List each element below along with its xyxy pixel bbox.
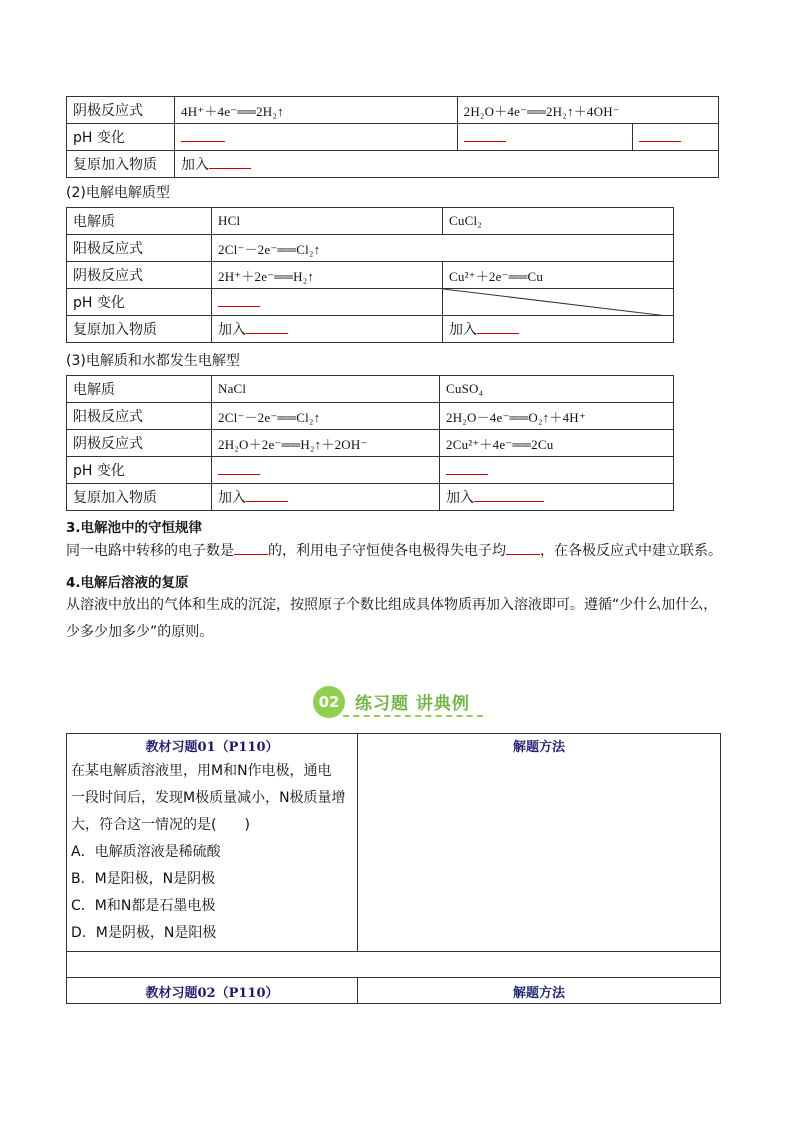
restore-cell	[440, 484, 674, 511]
method-title: 解题方法	[512, 740, 565, 755]
table-row	[67, 734, 721, 952]
text-part: ，在各极反应式中建立联系。	[540, 543, 722, 559]
restore-prefix: 加入	[181, 157, 209, 173]
caption-both-electrolysis: (3)电解质和水都发生电解型	[66, 353, 240, 369]
answer-blank[interactable]	[218, 462, 260, 475]
cell-electrolyte: CuCl₂	[443, 208, 674, 235]
diagonal-line	[443, 289, 674, 316]
cell-equation: 2H₂O－4e⁻══O₂↑＋4H⁺	[440, 403, 674, 430]
restore-cell	[212, 316, 443, 343]
spacer-row	[67, 952, 721, 978]
table-row	[67, 97, 719, 124]
table-row	[67, 208, 674, 235]
answer-blank[interactable]	[474, 489, 544, 502]
cell-equation: 2Cl⁻－2e⁻══Cl₂↑	[212, 403, 440, 430]
restore-prefix: 加入	[218, 490, 246, 506]
exercise-title: 教材习题02（P110）	[67, 978, 358, 1004]
answer-blank[interactable]	[218, 294, 260, 307]
paragraph-restore: 从溶液中放出的气体和生成的沉淀，按照原子个数比组成具体物质再加入溶液即可。遵循“少什么加什么，少多少加多少”的原则。	[66, 597, 718, 640]
question-line: 一段时间后，发现M极质量减小，N极质量增	[71, 790, 346, 806]
ph-cell[interactable]	[457, 124, 632, 151]
ph-cell[interactable]	[632, 124, 718, 151]
answer-blank[interactable]	[639, 129, 681, 142]
row-label: 阳极反应式	[67, 235, 212, 262]
restore-cell	[175, 151, 719, 178]
option-a[interactable]: A．电解质溶液是稀硫酸	[71, 844, 221, 860]
answer-blank[interactable]	[477, 321, 519, 334]
heading-conservation: 3.电解池中的守恒规律	[66, 520, 203, 536]
cell-equation: 4H⁺＋4e⁻══2H₂↑	[175, 97, 458, 124]
answer-blank[interactable]	[246, 321, 288, 334]
ph-cell[interactable]	[212, 289, 443, 316]
table-row	[67, 151, 719, 178]
table-row	[67, 978, 721, 1004]
row-label: pH 变化	[67, 289, 212, 316]
question-line: 在某电解质溶液里，用M和N作电极，通电	[71, 763, 332, 779]
answer-blank[interactable]	[446, 462, 488, 475]
text-part: 同一电路中转移的电子数是	[66, 543, 234, 559]
restore-prefix: 加入	[446, 490, 474, 506]
ph-cell[interactable]	[212, 457, 440, 484]
table-row	[67, 235, 674, 262]
row-label: 复原加入物质	[67, 316, 212, 343]
option-c[interactable]: C．M和N都是石墨电极	[71, 898, 216, 914]
row-label: 阴极反应式	[67, 430, 212, 457]
row-label: 阴极反应式	[67, 97, 175, 124]
cell-electrolyte: HCl	[212, 208, 443, 235]
row-label: 复原加入物质	[67, 151, 175, 178]
section-title	[313, 685, 493, 719]
restore-prefix: 加入	[218, 322, 246, 338]
answer-blank[interactable]	[181, 129, 225, 142]
row-label: pH 变化	[67, 124, 175, 151]
table-electrolyte-type	[66, 207, 674, 343]
method-title: 解题方法	[358, 978, 721, 1004]
caption-electrolyte-type: (2)电解电解质型	[66, 185, 170, 201]
table-row	[67, 403, 674, 430]
option-b[interactable]: B．M是阳极，N是阴极	[71, 871, 216, 887]
cell-electrolyte: NaCl	[212, 376, 440, 403]
exercise-title: 教材习题01（P110）	[145, 740, 279, 755]
row-label: 阴极反应式	[67, 262, 212, 289]
row-label: 阳极反应式	[67, 403, 212, 430]
question-line: 大，符合这一情况的是( )	[71, 817, 250, 833]
table-row	[67, 376, 674, 403]
cell-equation: 2H⁺＋2e⁻══H₂↑	[212, 262, 443, 289]
heading-restore: 4.电解后溶液的复原	[66, 575, 189, 591]
section-number-badge: 02	[313, 686, 345, 718]
table-both-electrolysis	[66, 375, 674, 511]
question-cell	[67, 734, 358, 952]
restore-prefix: 加入	[449, 322, 477, 338]
answer-blank[interactable]	[464, 129, 506, 142]
answer-blank[interactable]	[246, 489, 288, 502]
cell-equation: 2Cl⁻－2e⁻══Cl₂↑	[212, 235, 674, 262]
method-cell[interactable]	[358, 734, 721, 952]
restore-cell	[443, 316, 674, 343]
table-row	[67, 457, 674, 484]
cell-equation: 2Cu²⁺＋4e⁻══2Cu	[440, 430, 674, 457]
table-row	[67, 430, 674, 457]
answer-blank[interactable]	[506, 540, 540, 555]
row-label: pH 变化	[67, 457, 212, 484]
section-title-text: 练习题 讲典例	[355, 694, 470, 714]
text-part: 的，利用电子守恒使各电极得失电子均	[268, 543, 506, 559]
table-row	[67, 289, 674, 316]
cell-electrolyte: CuSO₄	[440, 376, 674, 403]
table-row	[67, 262, 674, 289]
cell-equation: 2H₂O＋2e⁻══H₂↑＋2OH⁻	[212, 430, 440, 457]
restore-cell	[212, 484, 440, 511]
cell-equation: 2H₂O＋4e⁻══2H₂↑＋4OH⁻	[457, 97, 718, 124]
row-label: 复原加入物质	[67, 484, 212, 511]
row-label: 电解质	[67, 376, 212, 403]
table-row	[67, 124, 719, 151]
answer-blank[interactable]	[209, 156, 251, 169]
table-row	[67, 484, 674, 511]
diagonal-empty-cell	[443, 289, 674, 316]
dashed-underline	[343, 715, 483, 717]
paragraph-conservation	[66, 538, 756, 565]
option-d[interactable]: D．M是阴极，N是阳极	[71, 925, 217, 941]
exercise-table	[66, 733, 721, 1004]
row-label: 电解质	[67, 208, 212, 235]
table-cathode-reactions	[66, 96, 719, 178]
cell-equation: Cu²⁺＋2e⁻══Cu	[443, 262, 674, 289]
ph-cell[interactable]	[440, 457, 674, 484]
ph-cell[interactable]	[175, 124, 458, 151]
table-row	[67, 316, 674, 343]
table-row	[67, 952, 721, 978]
answer-blank[interactable]	[234, 540, 268, 555]
